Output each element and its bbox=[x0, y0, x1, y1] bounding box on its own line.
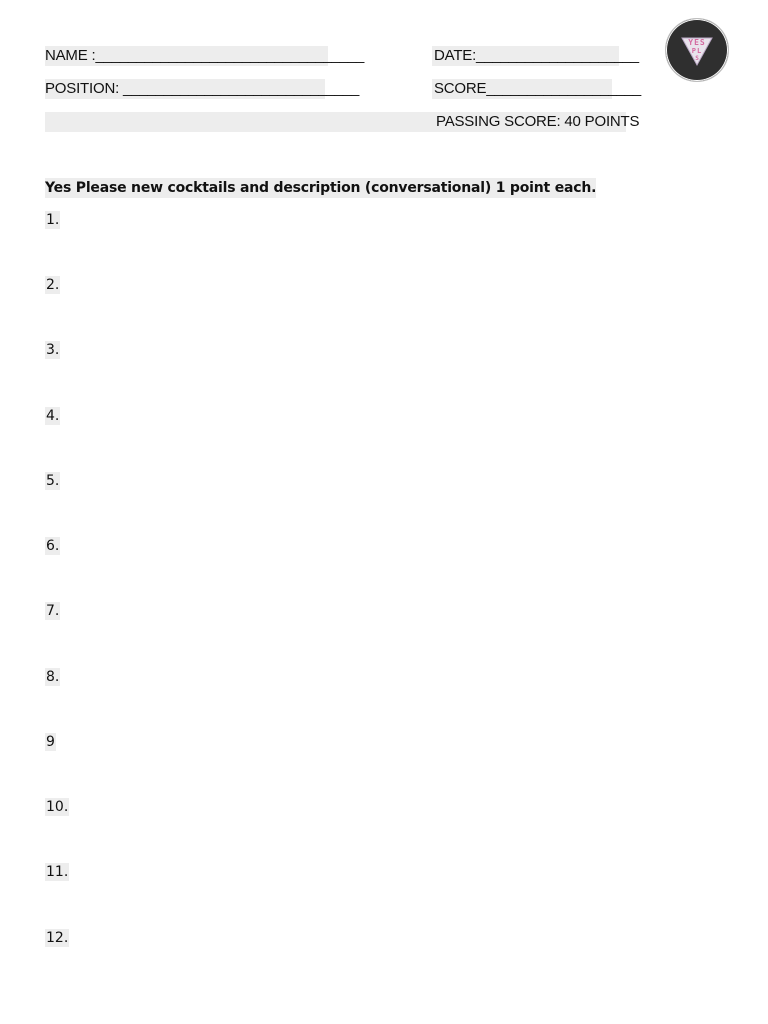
answer-item-number: 5. bbox=[46, 473, 60, 489]
yes-please-logo bbox=[665, 18, 729, 82]
answer-item-number: 4. bbox=[46, 408, 60, 424]
date-field[interactable]: DATE:____________________ bbox=[434, 47, 639, 64]
logo-text-line3: S bbox=[695, 55, 699, 62]
position-field[interactable]: POSITION: _____________________________ bbox=[45, 80, 360, 97]
answer-item-number: 12. bbox=[46, 930, 69, 946]
passing-score-label: PASSING SCORE: 40 POINTS bbox=[436, 113, 640, 130]
answer-item-number: 11. bbox=[46, 864, 69, 880]
answer-item-number: 10. bbox=[46, 799, 69, 815]
answer-item-number: 9 bbox=[46, 734, 55, 750]
name-field[interactable]: NAME :_________________________________ bbox=[45, 47, 365, 64]
score-field[interactable]: SCORE___________________ bbox=[434, 80, 642, 97]
answer-item-number: 3. bbox=[46, 342, 60, 358]
section-heading: Yes Please new cocktails and description (conversational) 1 point each. bbox=[45, 180, 597, 196]
answer-item-number: 2. bbox=[46, 277, 60, 293]
answer-item-number: 6. bbox=[46, 538, 60, 554]
answer-item-number: 8. bbox=[46, 669, 60, 685]
logo-text-line1: YES bbox=[688, 38, 706, 47]
triangle-badge-icon bbox=[666, 19, 728, 81]
answer-item-number: 7. bbox=[46, 603, 60, 619]
answer-item-number: 1. bbox=[46, 212, 60, 228]
logo-text-line2: PL bbox=[691, 47, 703, 55]
